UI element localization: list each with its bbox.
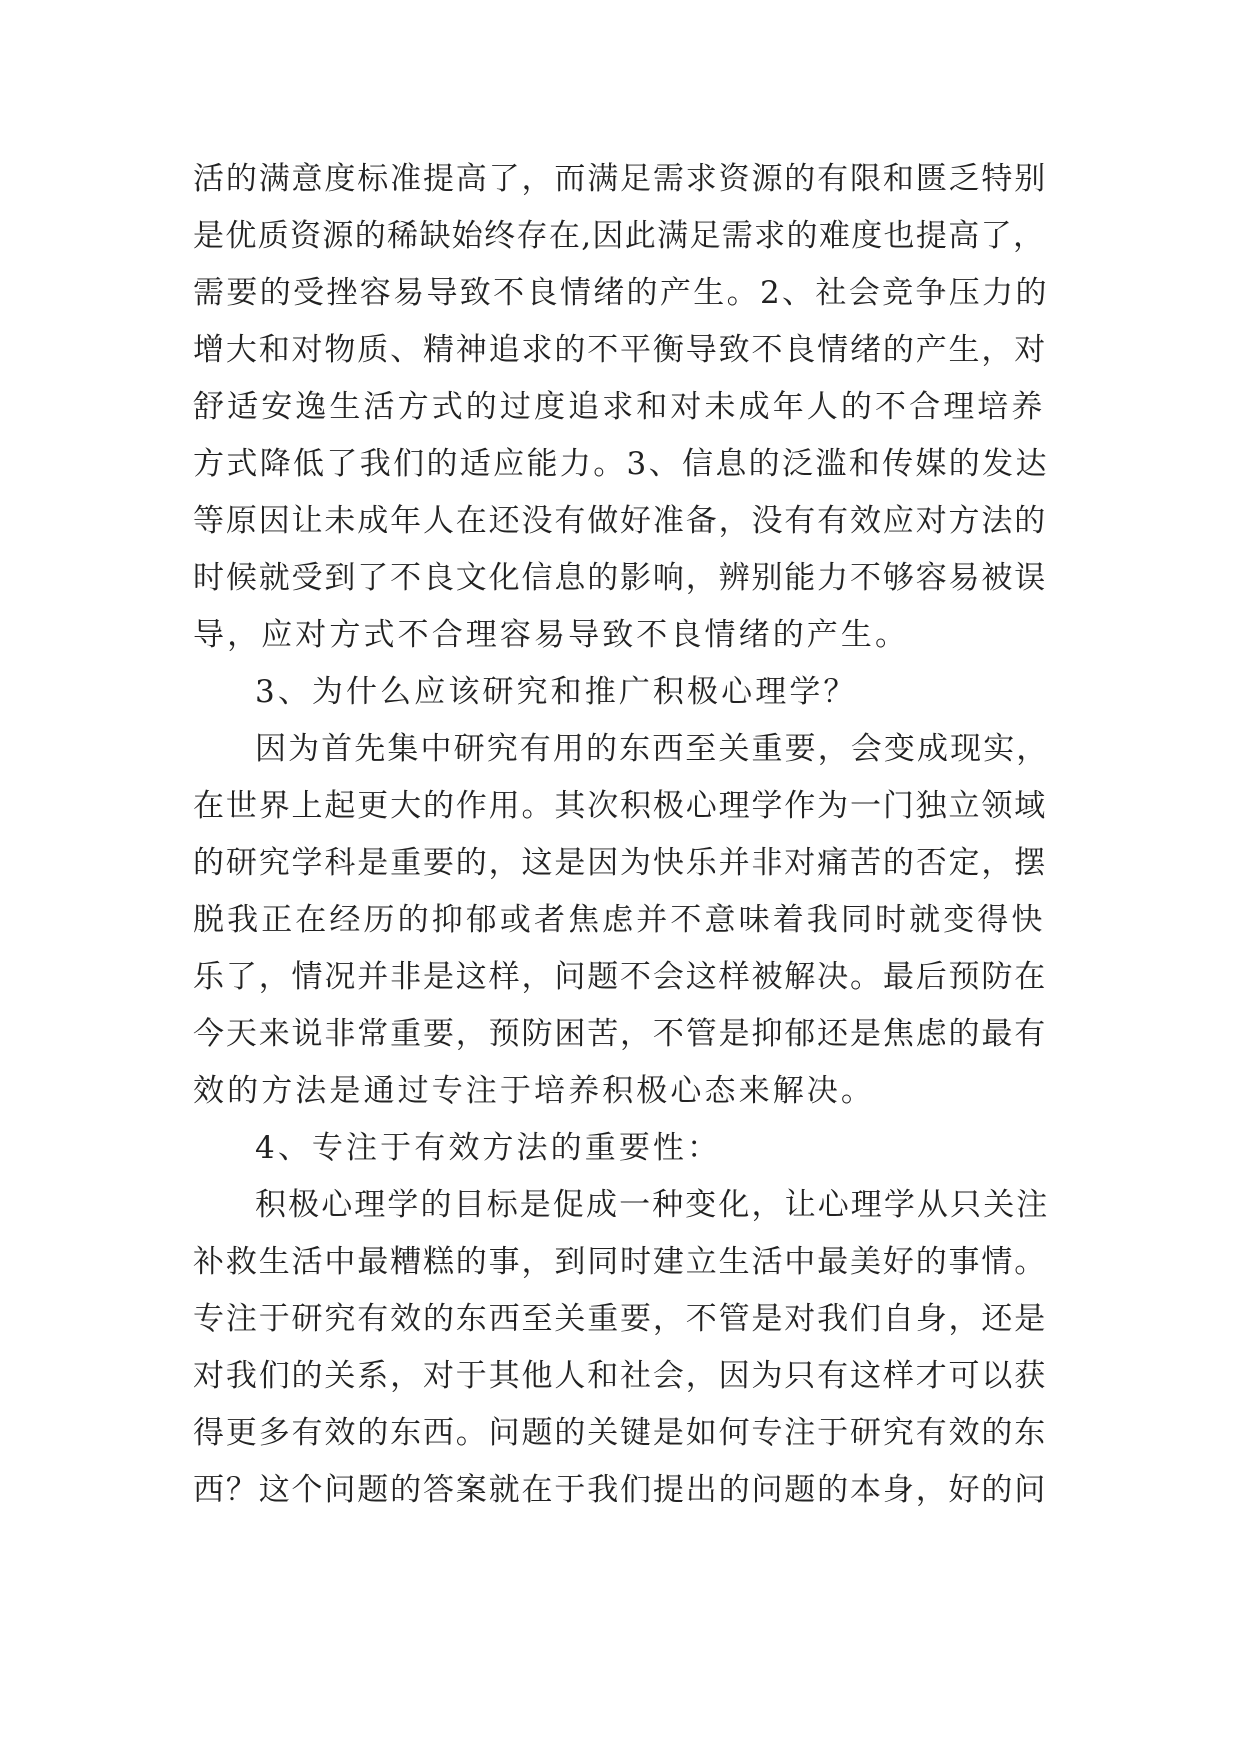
- body-text-line: 的研究学科是重要的，这是因为快乐并非对痛苦的否定，摆: [193, 845, 1048, 881]
- body-text-line: 活的满意度标准提高了，而满足需求资源的有限和匮乏特别: [193, 161, 1048, 197]
- body-text-line: 增大和对物质、精神追求的不平衡导致不良情绪的产生，对: [193, 332, 1048, 368]
- body-text-line: 专注于研究有效的东西至关重要，不管是对我们自身，还是: [193, 1301, 1048, 1337]
- section-heading-3: 3、为什么应该研究和推广积极心理学？: [255, 674, 858, 710]
- body-text-line: 方式降低了我们的适应能力。3、信息的泛滥和传媒的发达: [193, 446, 1049, 482]
- body-text-line: 今天来说非常重要，预防困苦，不管是抑郁还是焦虑的最有: [193, 1016, 1048, 1052]
- body-text-line: 等原因让未成年人在还没有做好准备，没有有效应对方法的: [193, 503, 1048, 539]
- body-text-line: 在世界上起更大的作用。其次积极心理学作为一门独立领域: [193, 788, 1048, 824]
- body-text-line: 是优质资源的稀缺始终存在,因此满足需求的难度也提高了，: [193, 218, 1046, 254]
- body-text-line: 脱我正在经历的抑郁或者焦虑并不意味着我同时就变得快: [193, 902, 1046, 938]
- body-text-line: 积极心理学的目标是促成一种变化，让心理学从只关注: [255, 1187, 1050, 1223]
- body-text-line: 舒适安逸生活方式的过度追求和对未成年人的不合理培养: [193, 389, 1046, 425]
- body-text-line: 补救生活中最糟糕的事，到同时建立生活中最美好的事情。: [193, 1244, 1048, 1280]
- body-text-line: 效的方法是通过专注于培养积极心态来解决。: [193, 1073, 875, 1109]
- body-text-line: 需要的受挫容易导致不良情绪的产生。2、社会竞争压力的: [193, 275, 1049, 311]
- body-text-line: 得更多有效的东西。问题的关键是如何专注于研究有效的东: [193, 1415, 1048, 1451]
- body-text-line: 时候就受到了不良文化信息的影响，辨别能力不够容易被误: [193, 560, 1048, 596]
- body-text-line: 导，应对方式不合理容易导致不良情绪的产生。: [193, 617, 910, 653]
- body-text-line: 对我们的关系，对于其他人和社会，因为只有这样才可以获: [193, 1358, 1048, 1394]
- section-heading-4: 4、专注于有效方法的重要性：: [255, 1130, 722, 1166]
- body-text-line: 西？这个问题的答案就在于我们提出的问题的本身，好的问: [193, 1472, 1048, 1508]
- body-text-line: 因为首先集中研究有用的东西至关重要，会变成现实，: [255, 731, 1050, 767]
- body-text-line: 乐了，情况并非是这样，问题不会这样被解决。最后预防在: [193, 959, 1048, 995]
